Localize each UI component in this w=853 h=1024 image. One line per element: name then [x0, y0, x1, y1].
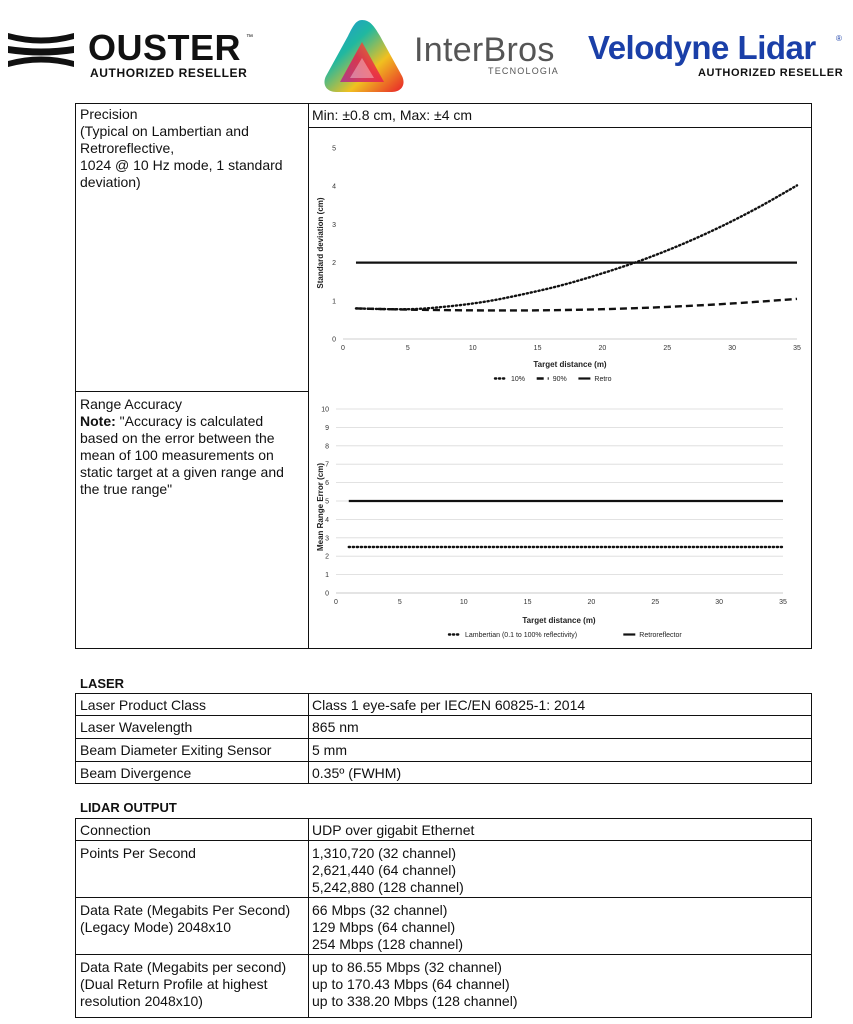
y-tick-label: 2 — [325, 553, 329, 561]
x-tick-label: 15 — [533, 345, 542, 352]
laser-row-separator — [75, 738, 812, 739]
lidar-row-label-line: (Dual Return Profile at highest — [80, 976, 268, 992]
laser-row-label: Beam Diameter Exiting Sensor — [80, 742, 272, 758]
lidar-row-value — [312, 902, 463, 953]
lidar-row-value-line: 2,621,440 (64 channel) — [312, 862, 456, 878]
x-tick-label: 20 — [598, 345, 607, 352]
laser-row-separator — [75, 761, 812, 762]
y-tick-label: 4 — [325, 516, 329, 524]
range-accuracy-note — [80, 413, 302, 498]
precision-range-separator — [75, 391, 309, 392]
lidar-row-value — [312, 822, 474, 839]
y-tick-label: 1 — [325, 572, 329, 580]
lidar-row-label — [80, 902, 290, 936]
velodyne-registered: ® — [836, 34, 842, 43]
laser-row-value: 865 nm — [312, 719, 359, 735]
ouster-trademark: ™ — [246, 34, 253, 41]
precision-chart — [309, 128, 811, 390]
y-tick-label: 0 — [325, 590, 329, 598]
range-accuracy-note-bold: Note: — [80, 413, 116, 429]
laser-row-value: Class 1 eye-safe per IEC/EN 60825-1: 2014 — [312, 697, 586, 713]
lidar-row-value-line: 5,242,880 (128 channel) — [312, 879, 464, 895]
x-tick-label: 10 — [468, 345, 477, 352]
x-tick-label: 35 — [793, 345, 801, 352]
ouster-logo — [8, 27, 258, 82]
x-tick-label: 25 — [651, 599, 660, 606]
velodyne-authorized-reseller: AUTHORIZED RESELLER — [698, 67, 844, 79]
velodyne-wordmark: Velodyne Lidar — [588, 29, 816, 66]
series-line-10 — [356, 185, 797, 309]
legend-label: 90% — [552, 376, 567, 383]
lidar-output-row-separator — [75, 954, 812, 955]
interbros-logo — [322, 18, 572, 94]
y-tick-label: 8 — [325, 443, 329, 451]
laser-row-separator — [75, 715, 812, 716]
range-accuracy-label — [80, 396, 302, 498]
y-tick-label: 10 — [321, 406, 329, 414]
precision-label — [80, 106, 304, 191]
lidar-row-value-line: up to 86.55 Mbps (32 channel) — [312, 959, 502, 975]
lidar-output-table-divider — [308, 818, 309, 1018]
lidar-row-label-line: Connection — [80, 822, 151, 838]
precision-chart-ylabel: Standard deviation (cm) — [316, 197, 325, 289]
x-tick-label: 0 — [334, 599, 338, 606]
series-line-90 — [356, 299, 797, 311]
laser-row-label: Laser Product Class — [80, 697, 207, 713]
precision-label-line: 1024 @ 10 Hz mode, 1 standard — [80, 157, 283, 173]
interbros-triangle-icon — [322, 18, 406, 94]
x-tick-label: 25 — [663, 345, 672, 352]
precision-value: Min: ±0.8 cm, Max: ±4 cm — [312, 107, 473, 123]
precision-label-line: Retroreflective, — [80, 140, 175, 156]
legend-label: Lambertian (0.1 to 100% reflectivity) — [465, 632, 578, 639]
ouster-authorized-reseller: AUTHORIZED RESELLER — [90, 66, 248, 80]
x-tick-label: 0 — [341, 345, 345, 352]
lidar-row-value-line: up to 338.20 Mbps (128 channel) — [312, 993, 518, 1009]
y-tick-label: 2 — [332, 260, 336, 268]
header-logos — [0, 0, 853, 96]
range-accuracy-note-text: "Accuracy is calculated based on the error between the mean of 100 measurements on static target at a given range and the true range" — [80, 413, 284, 497]
ouster-mark-icon — [8, 30, 74, 70]
precision-label-line: deviation) — [80, 174, 141, 190]
y-tick-label: 1 — [332, 298, 336, 306]
precision-label-line: Precision — [80, 106, 138, 122]
lidar-row-value-line: UDP over gigabit Ethernet — [312, 822, 475, 838]
lidar-row-value-line: 129 Mbps (64 channel) — [312, 919, 456, 935]
lidar-row-label — [80, 822, 151, 839]
laser-row-value: 5 mm — [312, 742, 347, 758]
range-accuracy-chart — [309, 392, 811, 648]
y-tick-label: 0 — [332, 336, 336, 344]
legend-label: 10% — [511, 376, 526, 383]
lidar-row-value-line: 66 Mbps (32 channel) — [312, 902, 448, 918]
range-chart-legend — [449, 632, 682, 639]
lidar-row-label — [80, 959, 286, 1010]
lidar-row-value-line: 1,310,720 (32 channel) — [312, 845, 456, 861]
lidar-output-row-separator — [75, 897, 812, 898]
x-tick-label: 30 — [728, 345, 737, 352]
interbros-wordmark: InterBros — [414, 31, 555, 69]
lidar-row-label — [80, 845, 196, 862]
lidar-row-label-line: Data Rate (Megabits per second) — [80, 959, 287, 975]
lidar-row-value — [312, 959, 517, 1010]
legend-label: Retroreflector — [639, 632, 682, 639]
ouster-wordmark: OUSTER — [88, 27, 242, 68]
precision-chart-legend — [495, 376, 612, 383]
y-tick-label: 7 — [325, 461, 329, 469]
x-tick-label: 10 — [459, 599, 468, 606]
x-tick-label: 15 — [523, 599, 532, 606]
y-tick-label: 5 — [332, 145, 336, 153]
range-chart-ylabel: Mean Range Error (cm) — [316, 462, 325, 552]
laser-section-title: LASER — [80, 676, 125, 691]
lidar-output-section-title: LIDAR OUTPUT — [80, 800, 177, 815]
lidar-row-label-line: Points Per Second — [80, 845, 196, 861]
range-chart-xlabel: Target distance (m) — [522, 616, 596, 625]
y-tick-label: 3 — [332, 221, 336, 229]
x-tick-label: 5 — [397, 599, 402, 606]
y-tick-label: 4 — [332, 183, 336, 191]
lidar-row-value-line: up to 170.43 Mbps (64 channel) — [312, 976, 510, 992]
precision-label-line: (Typical on Lambertian and — [80, 123, 249, 139]
precision-chart-xlabel: Target distance (m) — [533, 360, 607, 369]
x-tick-label: 20 — [587, 599, 596, 606]
lidar-row-value — [312, 845, 464, 896]
y-tick-label: 3 — [325, 535, 329, 543]
laser-row-value: 0.35º (FWHM) — [312, 765, 402, 781]
laser-row-label: Laser Wavelength — [80, 719, 193, 735]
y-tick-label: 5 — [325, 498, 329, 506]
velodyne-logo — [588, 30, 850, 86]
laser-row-label: Beam Divergence — [80, 765, 192, 781]
legend-label: Retro — [594, 376, 612, 383]
lidar-row-value-line: 254 Mbps (128 channel) — [312, 936, 463, 952]
y-tick-label: 9 — [325, 424, 329, 432]
x-tick-label: 30 — [715, 599, 724, 606]
lidar-row-label-line: (Legacy Mode) 2048x10 — [80, 919, 231, 935]
lidar-row-label-line: resolution 2048x10) — [80, 993, 203, 1009]
interbros-tecnologia: TECNOLOGIA — [488, 66, 560, 76]
y-tick-label: 6 — [325, 480, 329, 488]
range-accuracy-title: Range Accuracy — [80, 396, 182, 412]
lidar-output-row-separator — [75, 840, 812, 841]
lidar-row-label-line: Data Rate (Megabits Per Second) — [80, 902, 291, 918]
x-tick-label: 5 — [405, 345, 410, 352]
x-tick-label: 35 — [779, 599, 787, 606]
